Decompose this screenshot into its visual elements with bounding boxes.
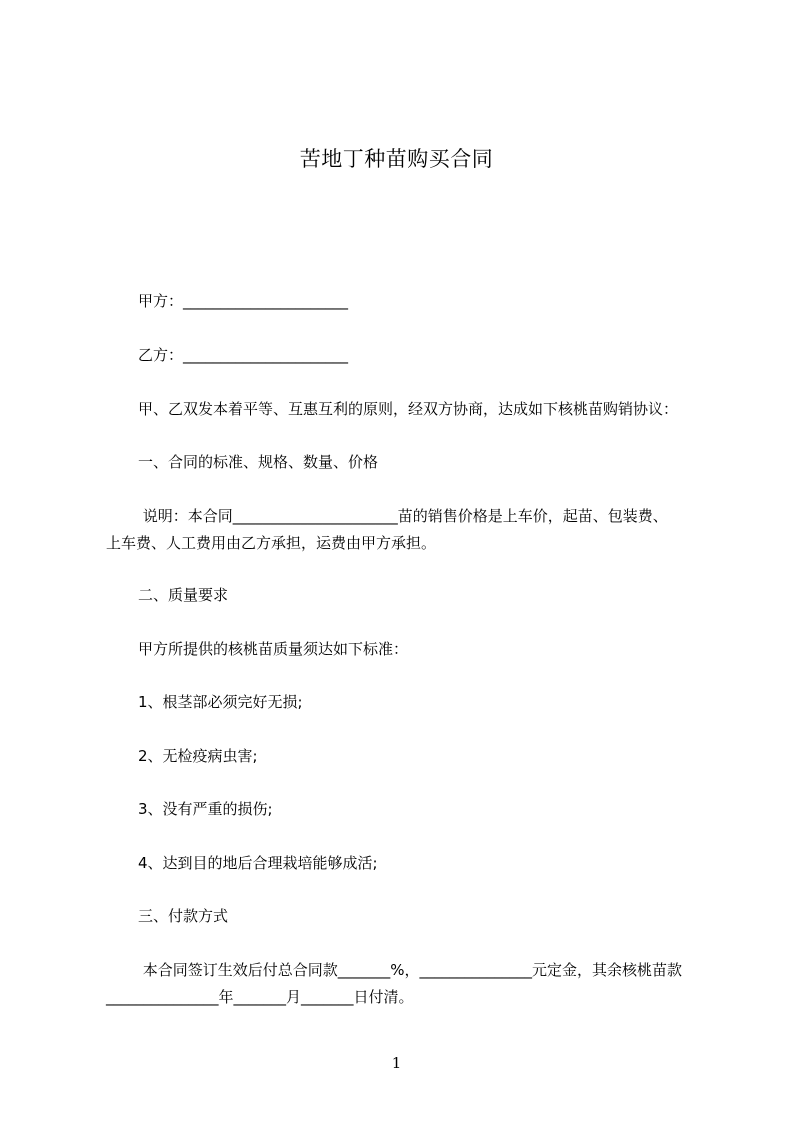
party-a-line: 甲方：______________________ — [138, 292, 349, 310]
price-note-line-2: 上车费、人工费用由乙方承担，运费由甲方承担。 — [106, 534, 437, 552]
preamble-paragraph: 甲、乙双发本着平等、互惠互利的原则，经双方协商，达成如下核桃苗购销协议： — [138, 400, 679, 418]
document-title: 苦地丁种苗购买合同 — [299, 147, 494, 171]
section-heading-1: 一、合同的标准、规格、数量、价格 — [138, 453, 379, 471]
quality-intro: 甲方所提供的核桃苗质量须达如下标准： — [138, 640, 409, 658]
price-note-line-1: 说明：本合同______________________苗的销售价格是上车价，起苗、包装费、 — [138, 507, 668, 525]
party-b-line: 乙方：______________________ — [138, 346, 349, 364]
section-heading-3: 三、付款方式 — [138, 907, 229, 925]
quality-item-2: 2、无检疫病虫害; — [138, 747, 258, 765]
page-number: 1 — [391, 1054, 402, 1072]
quality-item-4: 4、达到目的地后合理栽培能够成活; — [138, 854, 378, 872]
quality-item-3: 3、没有严重的损伤; — [138, 800, 273, 818]
payment-line-1: 本合同签订生效后付总合同款_______%，_______________元定金，其余核桃苗款 — [138, 961, 683, 979]
quality-item-1: 1、根茎部必须完好无损; — [138, 693, 303, 711]
payment-line-2: _______________年_______月_______日付清。 — [106, 988, 414, 1006]
section-heading-2: 二、质量要求 — [138, 586, 229, 604]
